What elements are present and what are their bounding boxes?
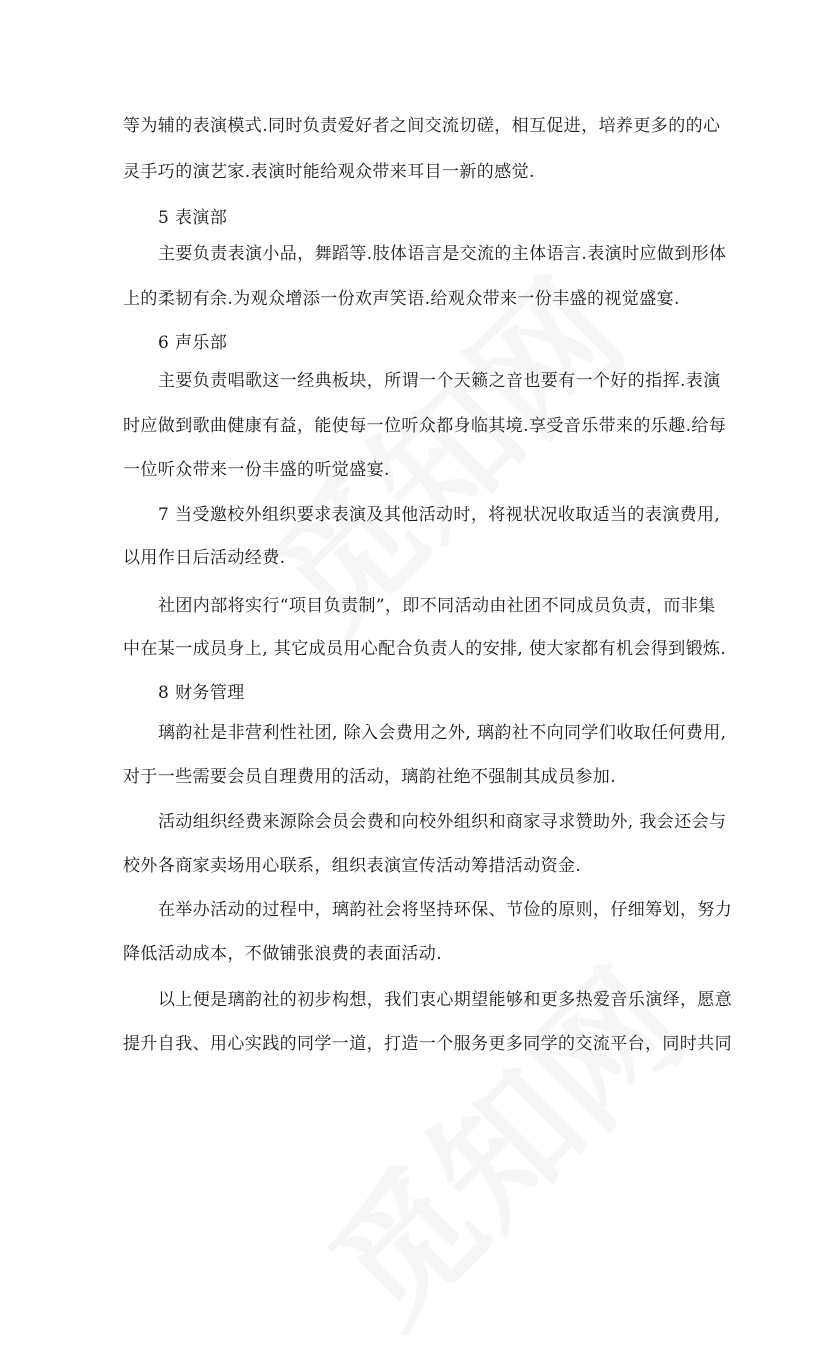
paragraph-line: 主要负责唱歌这一经典板块，所谓一个天籁之音也要有一个好的指挥.表演 bbox=[158, 371, 721, 391]
paragraph-line: 等为辅的表演模式.同时负责爱好者之间交流切磋，相互促进，培养更多的的心 bbox=[123, 116, 721, 136]
paragraph-line: 璃韵社是非营利性社团, 除入会费用之外, 璃韵社不向同学们收取任何费用, bbox=[158, 723, 727, 743]
paragraph-line: 对于一些需要会员自理费用的活动，璃韵社绝不强制其成员参加. bbox=[123, 767, 617, 787]
paragraph-line: 提升自我、用心实践的同学一道，打造一个服务更多同学的交流平台，同时共同 bbox=[123, 1034, 732, 1054]
paragraph-line: 一位听众带来一份丰盛的听觉盛宴. bbox=[123, 460, 390, 480]
paragraph-line: 上的柔韧有余.为观众增添一份欢声笑语.给观众带来一份丰盛的视觉盛宴. bbox=[123, 289, 680, 309]
paragraph-line: 灵手巧的演艺家.表演时能给观众带来耳目一新的感觉. bbox=[123, 162, 535, 182]
paragraph-line: 中在某一成员身上, 其它成员用心配合负责人的安排, 使大家都有机会得到锻炼. bbox=[123, 639, 727, 659]
paragraph-line: 校外各商家卖场用心联系，组织表演宣传活动筹措活动资金. bbox=[123, 856, 582, 876]
paragraph-line: 时应做到歌曲健康有益，能使每一位听众都身临其境.享受音乐带来的乐趣.给每 bbox=[123, 416, 727, 436]
paragraph-line: 活动组织经费来源除会员会费和向校外组织和商家寻求赞助外, 我会还会与 bbox=[158, 812, 727, 832]
paragraph-line: 社团内部将实行“项目负责制”，即不同活动由社团不同成员负责，而非集 bbox=[158, 596, 716, 616]
paragraph-line: 降低活动成本，不做铺张浪费的表面活动. bbox=[123, 944, 443, 964]
section-heading: 5 表演部 bbox=[158, 208, 228, 228]
paragraph-line: 在举办活动的过程中，璃韵社会将坚持环保、节俭的原则，仔细筹划，努力 bbox=[158, 900, 733, 920]
paragraph-line: 7 当受邀校外组织要求表演及其他活动时，将视状况收取适当的表演费用, bbox=[158, 505, 721, 525]
section-heading: 6 声乐部 bbox=[158, 333, 228, 353]
section-heading: 8 财务管理 bbox=[158, 683, 245, 703]
watermark-lower bbox=[280, 921, 719, 1360]
paragraph-line: 以用作日后活动经费. bbox=[123, 548, 286, 568]
paragraph-line: 主要负责表演小品，舞蹈等.肢体语言是交流的主体语言.表演时应做到形体 bbox=[158, 244, 727, 264]
paragraph-line: 以上便是璃韵社的初步构想，我们衷心期望能够和更多热爱音乐演绎，愿意 bbox=[158, 990, 733, 1010]
